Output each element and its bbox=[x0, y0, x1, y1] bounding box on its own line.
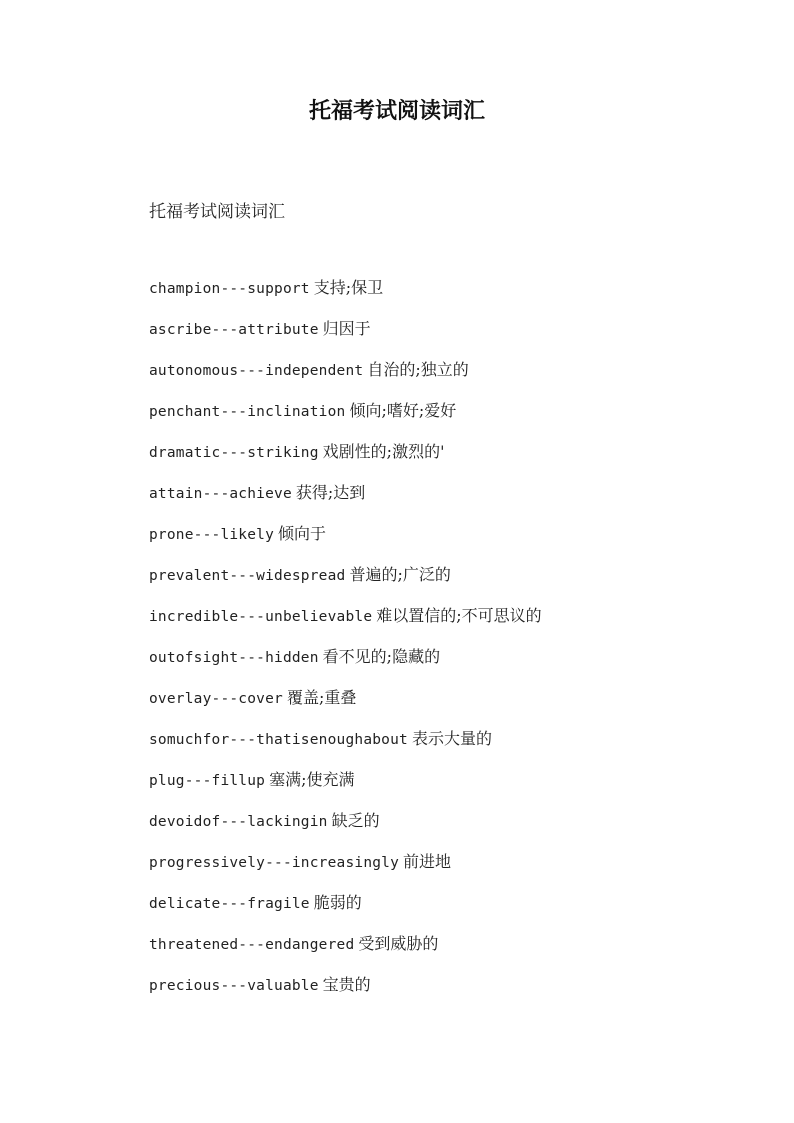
vocab-chinese: 脆弱的 bbox=[313, 893, 362, 912]
vocab-english: autonomous---independent bbox=[149, 363, 364, 379]
vocab-english: delicate---fragile bbox=[149, 896, 310, 912]
vocab-english: threatened---endangered bbox=[149, 937, 355, 953]
vocab-chinese: 受到威胁的 bbox=[358, 934, 439, 953]
vocab-english: plug---fillup bbox=[149, 773, 266, 789]
vocab-english: outofsight---hidden bbox=[149, 650, 319, 666]
vocab-entry bbox=[149, 849, 542, 890]
page-title: 托福考试阅读词汇 bbox=[308, 98, 485, 124]
vocab-entry bbox=[149, 603, 542, 644]
vocab-entry bbox=[149, 726, 542, 767]
section-heading: 托福考试阅读词汇 bbox=[149, 202, 285, 222]
vocab-english: precious---valuable bbox=[149, 978, 319, 994]
vocab-chinese: 宝贵的 bbox=[322, 975, 371, 994]
vocab-entry bbox=[149, 931, 542, 972]
vocab-entry bbox=[149, 357, 542, 398]
vocab-chinese: 看不见的;隐藏的 bbox=[322, 647, 441, 666]
vocab-english: prevalent---widespread bbox=[149, 568, 346, 584]
vocab-english: somuchfor---thatisenoughabout bbox=[149, 732, 408, 748]
vocab-english: champion---support bbox=[149, 281, 310, 297]
vocab-chinese: 塞满;使充满 bbox=[269, 770, 355, 789]
vocab-entry bbox=[149, 890, 542, 931]
vocab-english: penchant---inclination bbox=[149, 404, 346, 420]
vocab-english: incredible---unbelievable bbox=[149, 609, 373, 625]
vocab-english: overlay---cover bbox=[149, 691, 283, 707]
vocab-chinese: 倾向;嗜好;爱好 bbox=[349, 401, 457, 420]
vocab-english: dramatic---striking bbox=[149, 445, 319, 461]
vocab-english: attain---achieve bbox=[149, 486, 292, 502]
vocab-entry bbox=[149, 275, 542, 316]
vocab-entry bbox=[149, 562, 542, 603]
vocab-chinese: 难以置信的;不可思议的 bbox=[376, 606, 542, 625]
vocab-list bbox=[149, 275, 542, 1013]
vocab-chinese: 支持;保卫 bbox=[313, 278, 384, 297]
vocab-english: devoidof---lackingin bbox=[149, 814, 328, 830]
vocab-chinese: 倾向于 bbox=[278, 524, 327, 543]
vocab-chinese: 获得;达到 bbox=[295, 483, 366, 502]
vocab-chinese: 覆盖;重叠 bbox=[286, 688, 357, 707]
vocab-entry bbox=[149, 644, 542, 685]
vocab-english: prone---likely bbox=[149, 527, 275, 543]
vocab-entry bbox=[149, 316, 542, 357]
vocab-english: progressively---increasingly bbox=[149, 855, 400, 871]
vocab-entry bbox=[149, 685, 542, 726]
vocab-entry bbox=[149, 480, 542, 521]
vocab-chinese: 前进地 bbox=[403, 852, 452, 871]
vocab-entry bbox=[149, 439, 542, 480]
vocab-entry bbox=[149, 808, 542, 849]
vocab-chinese: 归因于 bbox=[322, 319, 371, 338]
vocab-chinese: 缺乏的 bbox=[331, 811, 380, 830]
vocab-chinese: 自治的;独立的 bbox=[367, 360, 469, 379]
vocab-entry bbox=[149, 521, 542, 562]
vocab-entry bbox=[149, 767, 542, 808]
vocab-chinese: 表示大量的 bbox=[411, 729, 492, 748]
vocab-chinese: 戏剧性的;激烈的' bbox=[322, 442, 445, 461]
vocab-english: ascribe---attribute bbox=[149, 322, 319, 338]
vocab-entry bbox=[149, 398, 542, 439]
vocab-entry bbox=[149, 972, 542, 1013]
vocab-chinese: 普遍的;广泛的 bbox=[349, 565, 451, 584]
